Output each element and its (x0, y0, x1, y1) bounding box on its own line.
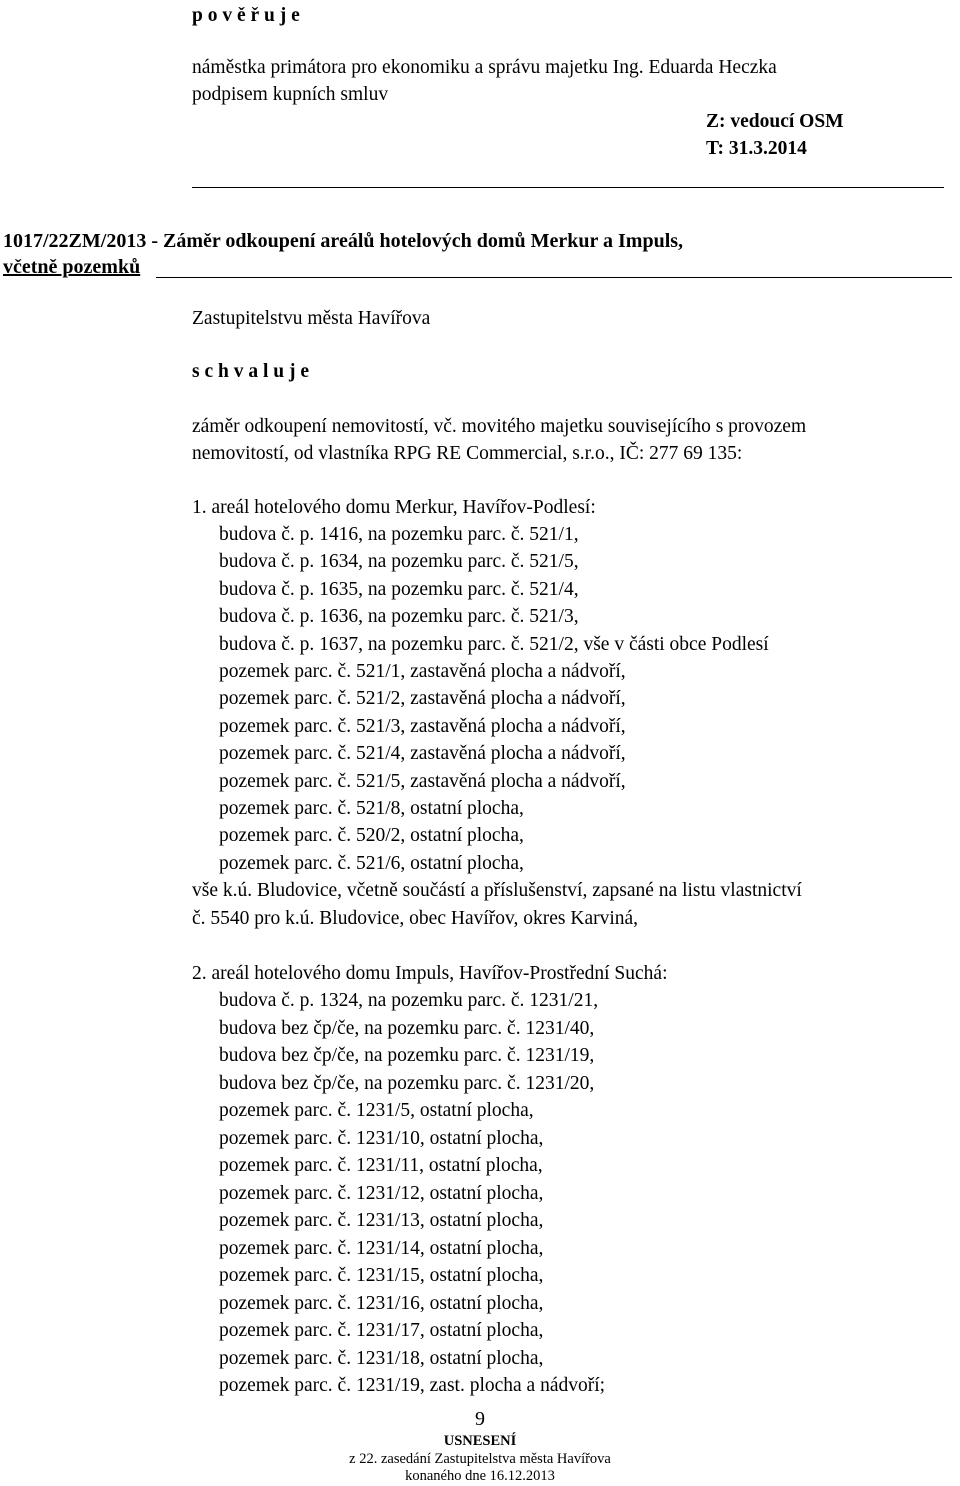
resolution-title-line1: 1017/22ZM/2013 - Záměr odkoupení areálů hotelových domů Merkur a Impuls, (3, 230, 684, 252)
responsible-person: Z: vedoucí OSM (706, 111, 844, 132)
list-item: pozemek parc. č. 1231/11, ostatní plocha, (219, 1155, 543, 1176)
list-item: pozemek parc. č. 1231/16, ostatní plocha, (219, 1293, 544, 1314)
delegate-text-line2: podpisem kupních smluv (192, 84, 389, 105)
list-item: pozemek parc. č. 521/2, zastavěná plocha a nádvoří, (219, 688, 626, 709)
intro-line2: nemovitostí, od vlastníka RPG RE Commercial, s.r.o., IČ: 277 69 135: (192, 443, 743, 464)
resolution-title-line2: včetně pozemků (3, 256, 141, 278)
list-item: budova č. p. 1324, na pozemku parc. č. 1231/21, (219, 990, 599, 1011)
section1-closing-line1: vše k.ú. Bludovice, včetně součástí a příslušenství, zapsané na listu vlastnictví (192, 880, 802, 901)
list-item: budova bez čp/če, na pozemku parc. č. 1231/40, (219, 1018, 595, 1039)
list-item: budova č. p. 1416, na pozemku parc. č. 521/1, (219, 524, 579, 545)
footer-label: USNESENÍ (443, 1433, 517, 1449)
list-item: pozemek parc. č. 521/1, zastavěná plocha a nádvoří, (219, 661, 626, 682)
list-item: pozemek parc. č. 1231/15, ostatní plocha, (219, 1265, 544, 1286)
list-item: budova č. p. 1636, na pozemku parc. č. 521/3, (219, 606, 579, 627)
list-item: pozemek parc. č. 521/5, zastavěná plocha a nádvoří, (219, 771, 626, 792)
list-item: pozemek parc. č. 1231/18, ostatní plocha, (219, 1348, 544, 1369)
section1-heading: 1. areál hotelového domu Merkur, Havířov-Podlesí: (192, 497, 596, 518)
page-number: 9 (475, 1408, 485, 1430)
schvaluje-verb: s c h v a l u j e (192, 361, 309, 382)
list-item: pozemek parc. č. 1231/5, ostatní plocha, (219, 1100, 534, 1121)
list-item: budova č. p. 1635, na pozemku parc. č. 521/4, (219, 579, 579, 600)
list-item: pozemek parc. č. 1231/13, ostatní plocha, (219, 1210, 544, 1231)
list-item: pozemek parc. č. 520/2, ostatní plocha, (219, 825, 524, 846)
deadline: T: 31.3.2014 (706, 138, 807, 159)
body-name: Zastupitelstvu města Havířova (192, 308, 431, 329)
list-item: pozemek parc. č. 1231/19, zast. plocha a nádvoří; (219, 1375, 606, 1396)
list-item: budova bez čp/če, na pozemku parc. č. 1231/19, (219, 1045, 595, 1066)
list-item: pozemek parc. č. 1231/10, ostatní plocha, (219, 1128, 544, 1149)
section1-closing-line2: č. 5540 pro k.ú. Bludovice, obec Havířov, okres Karviná, (192, 908, 639, 929)
list-item: budova bez čp/če, na pozemku parc. č. 1231/20, (219, 1073, 595, 1094)
intro-line1: záměr odkoupení nemovitostí, vč. movitého majetku souvisejícího s provozem (192, 416, 807, 437)
list-item: pozemek parc. č. 1231/17, ostatní plocha, (219, 1320, 544, 1341)
title-underline-rule (156, 277, 952, 278)
footer-date: konaného dne 16.12.2013 (405, 1468, 555, 1484)
list-item: pozemek parc. č. 521/3, zastavěná plocha a nádvoří, (219, 716, 626, 737)
list-item: pozemek parc. č. 1231/14, ostatní plocha, (219, 1238, 544, 1259)
section2-heading: 2. areál hotelového domu Impuls, Havířov-Prostřední Suchá: (192, 963, 668, 984)
list-item: budova č. p. 1637, na pozemku parc. č. 521/2, vše v části obce Podlesí (219, 634, 769, 655)
separator-rule (192, 187, 944, 188)
list-item: pozemek parc. č. 521/4, zastavěná plocha a nádvoří, (219, 743, 626, 764)
list-item: pozemek parc. č. 521/6, ostatní plocha, (219, 853, 524, 874)
list-item: budova č. p. 1634, na pozemku parc. č. 521/5, (219, 551, 579, 572)
list-item: pozemek parc. č. 1231/12, ostatní plocha, (219, 1183, 544, 1204)
poveruje-verb: p o v ě ř u j e (192, 5, 300, 26)
delegate-text-line1: náměstka primátora pro ekonomiku a správu majetku Ing. Eduarda Heczka (192, 57, 777, 78)
list-item: pozemek parc. č. 521/8, ostatní plocha, (219, 798, 524, 819)
footer-session: z 22. zasedání Zastupitelstva města Havířova (349, 1451, 611, 1467)
